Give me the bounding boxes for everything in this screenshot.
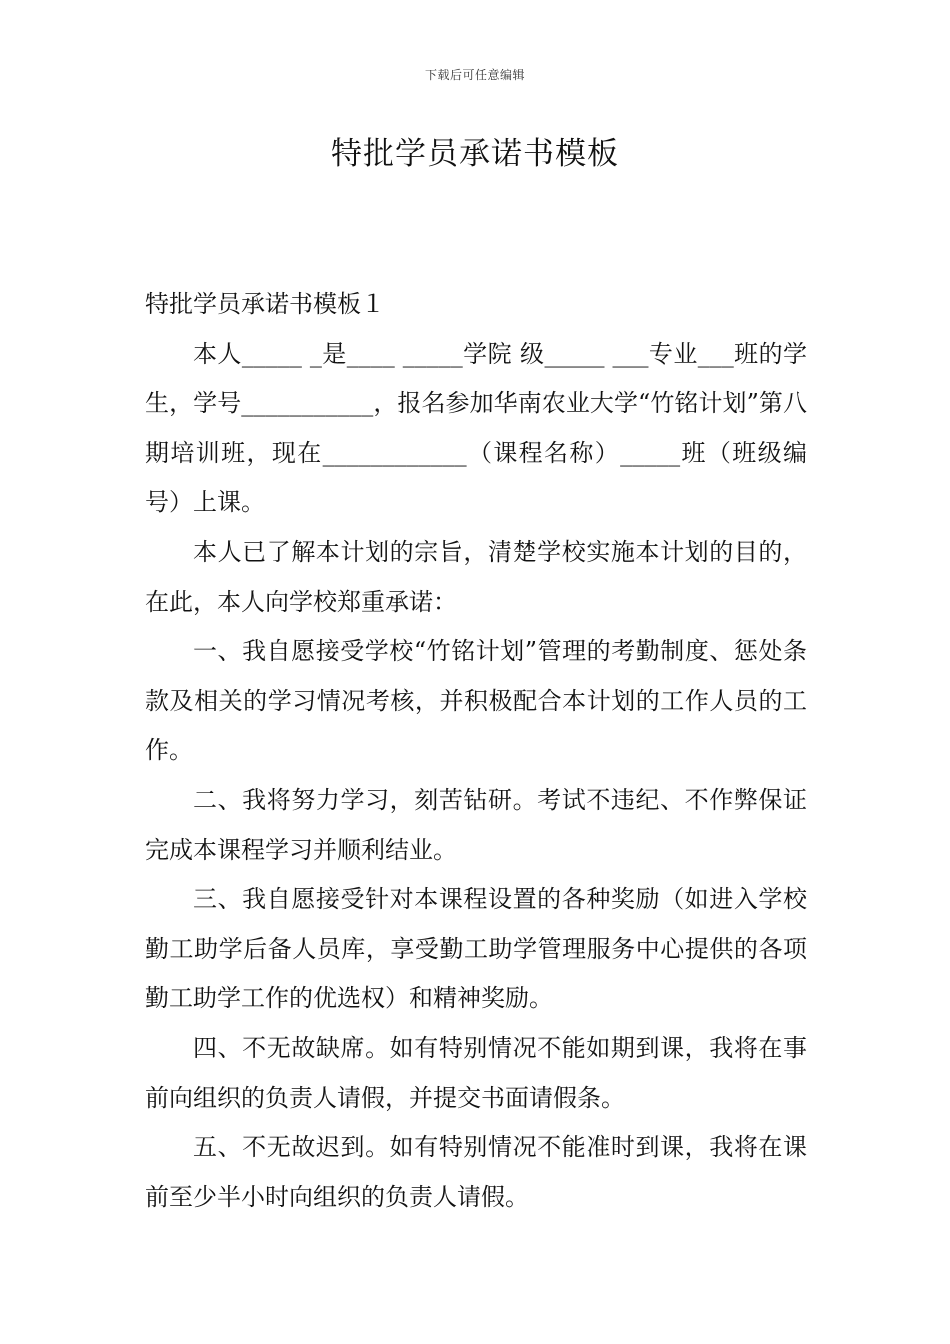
paragraph-pledge-1: 一、我自愿接受学校“竹铭计划”管理的考勤制度、惩处条款及相关的学习情况考核，并积极配合本计划的工作人员的工作。 [145, 637, 807, 765]
document-title: 特批学员承诺书模板 [331, 136, 619, 172]
paragraph-pledge-5: 五、不无故迟到。如有特别情况不能准时到课，我将在课前至少半小时向组织的负责人请假。 [145, 1133, 807, 1211]
section-heading: 特批学员承诺书模板１ [145, 290, 385, 318]
paragraph-intro: 本人已了解本计划的宗旨，清楚学校实施本计划的目的，在此，本人向学校郑重承诺： [145, 537, 807, 616]
paragraph-personal-info: 本人_____ _是____ _____学院 级_____ ___专业___班的学生，学号___________，报名参加华南农业大学“竹铭计划”第八期培训班，现在____________（课程名称）_____班（班级编号）上课。 [145, 339, 807, 517]
paragraph-pledge-2: 二、我将努力学习，刻苦钻研。考试不违纪、不作弊保证完成本课程学习并顺利结业。 [145, 785, 807, 864]
paragraph-pledge-4: 四、不无故缺席。如有特别情况不能如期到课，我将在事前向组织的负责人请假，并提交书面请假条。 [145, 1033, 807, 1112]
header-note: 下载后可任意编辑 [424, 68, 525, 82]
paragraph-pledge-3: 三、我自愿接受针对本课程设置的各种奖励（如进入学校勤工助学后备人员库，享受勤工助学管理服务中心提供的各项勤工助学工作的优选权）和精神奖励。 [145, 885, 807, 1013]
document-body [145, 280, 807, 1222]
